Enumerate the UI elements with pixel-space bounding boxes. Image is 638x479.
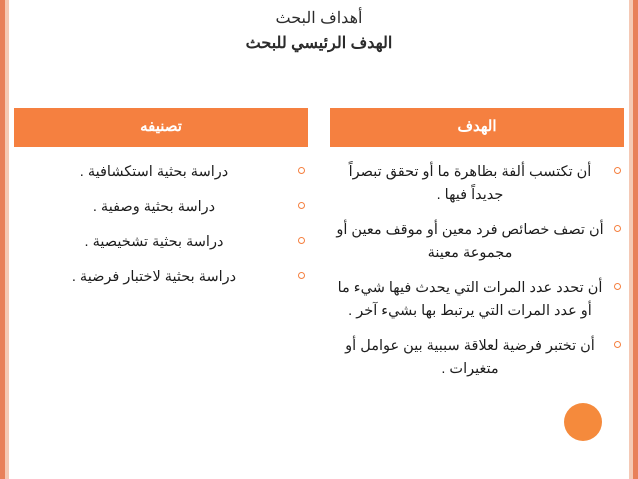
list-item [14, 196, 308, 219]
list-item-text: أن تصف خصائص فرد معين أو موقف معين أو مجموعة معينة [336, 222, 604, 261]
list-item [330, 335, 624, 381]
classification-list [14, 161, 308, 289]
list-item [330, 161, 624, 207]
list-item-text: أن تكتسب ألفة بظاهرة ما أو تحقق تبصراً جديداً فيها . [348, 164, 592, 203]
list-item-text: دراسة بحثية وصفية . [92, 199, 216, 215]
ring-bullet-icon [294, 271, 308, 282]
column-goal [330, 108, 624, 393]
list-item [330, 219, 624, 265]
column-classification-body [14, 147, 308, 289]
goal-list [330, 161, 624, 381]
slide-title-block [0, 8, 638, 56]
list-item-text: دراسة بحثية استكشافية . [79, 164, 229, 180]
right-border-band [633, 0, 638, 479]
list-item-text: دراسة بحثية لاختبار فرضية . [71, 269, 237, 285]
list-item-text: أن تحدد عدد المرات التي يحدث فيها شيء ما أو عدد المرات التي يرتبط بها بشيء آخر . [337, 280, 603, 319]
ring-bullet-icon [610, 340, 624, 351]
column-classification-header: تصنيفه [14, 108, 308, 147]
column-goal-header: الهدف [330, 108, 624, 147]
content-columns [14, 108, 624, 393]
list-item [330, 277, 624, 323]
list-item [14, 231, 308, 254]
slide-subtitle: الهدف الرئيسي للبحث [245, 35, 393, 52]
ring-bullet-icon [610, 224, 624, 235]
list-item [14, 161, 308, 184]
right-border-band-white [624, 0, 629, 479]
list-item-text: دراسة بحثية تشخيصية . [84, 234, 224, 250]
ring-bullet-icon [610, 282, 624, 293]
column-classification [14, 108, 308, 393]
ring-bullet-icon [294, 201, 308, 212]
ring-bullet-icon [294, 166, 308, 177]
column-goal-body [330, 147, 624, 381]
ring-bullet-icon [294, 236, 308, 247]
ring-bullet-icon [610, 166, 624, 177]
decorative-circle [564, 403, 602, 441]
list-item [14, 266, 308, 289]
list-item-text: أن تختبر فرضية لعلاقة سببية بين عوامل أو متغيرات . [345, 338, 595, 377]
slide-title: أهداف البحث [275, 10, 363, 27]
